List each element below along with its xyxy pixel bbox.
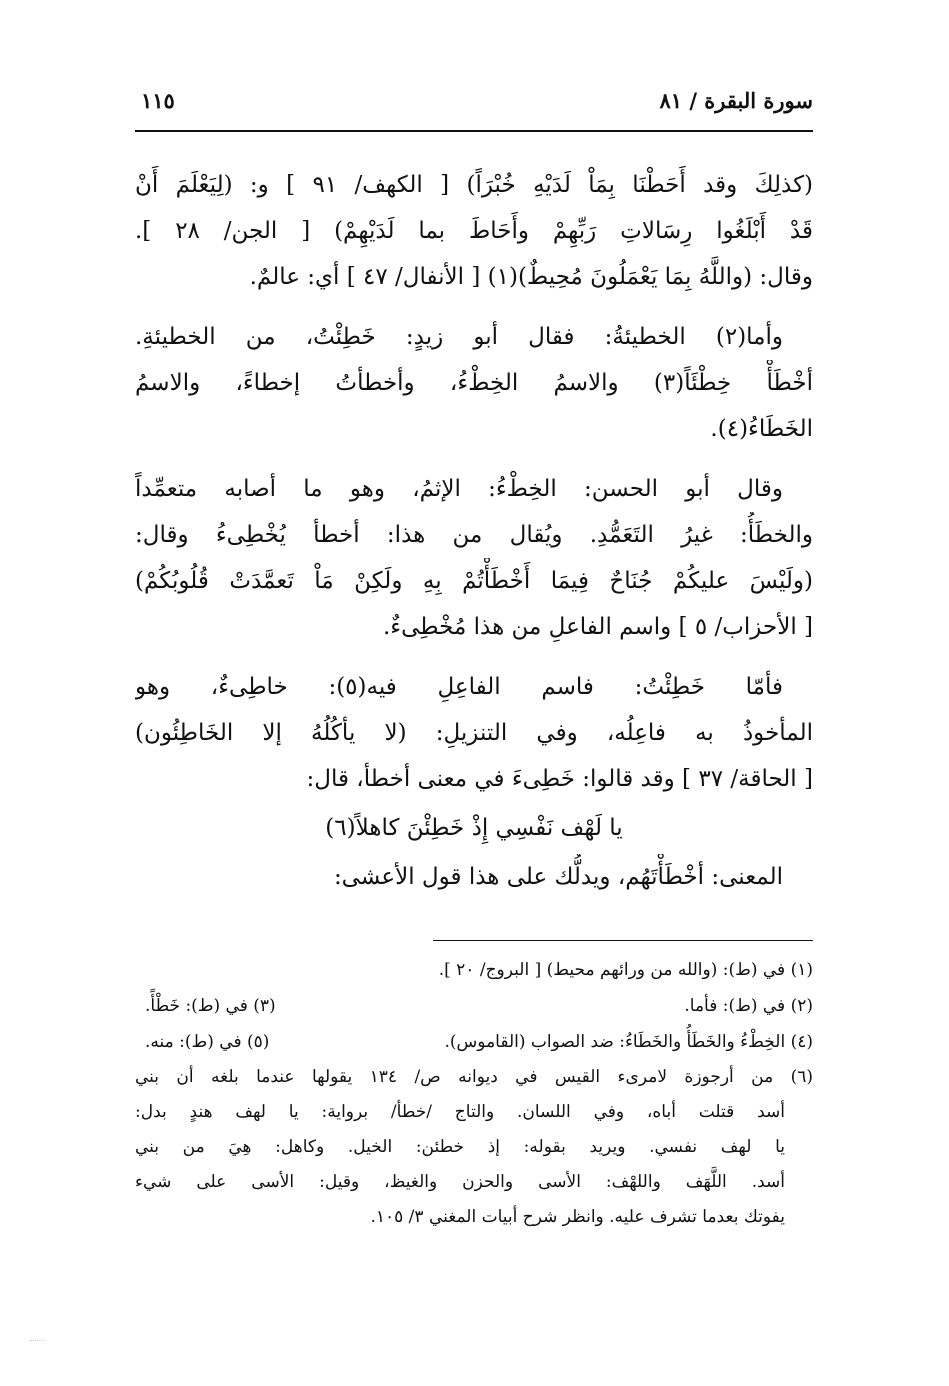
footnotes: [135, 952, 813, 1235]
text-line: (كذلِكَ وقد أَحَطْنَا بِمَاْ لَدَيْهِ خُبْرَاً) [ الكهف/ ٩١ ] و: (لِيَعْلَمَ أَنْ: [135, 172, 813, 198]
footnote-5: (٥) في (ط): منه.: [145, 1032, 270, 1052]
footnote-3: (٣) في (ط): خَطْأً.: [145, 996, 276, 1016]
paragraph-3: [135, 466, 813, 650]
text-line: قَدْ أَبْلَغُوا رِسَالاتِ رَبِّهِمْ وأَحَاطَ بما لَدَيْهِمْ) [ الجن/ ٢٨ ].: [135, 218, 813, 244]
page-header: [135, 88, 813, 128]
footnote-line: يفوتك بعدما تشرف عليه. وانظر شرح أبيات المغني ٣/ ١٠٥.: [370, 1207, 785, 1227]
text-line: والخطَأُ: غيرُ التَعَمُّدِ. ويُقال من هذا: أخطأ يُخْطِىءُ وقال:: [135, 522, 813, 548]
footnote-row-2-3: [135, 988, 813, 1024]
text-line: الخَطَاءُ(٤).: [710, 416, 813, 442]
text-line: المأخوذُ به فاعِلُه، وفي التنزيلِ: (لا يأكُلُهُ إلا الخَاطِئُون): [135, 720, 813, 746]
footnote-row-4-5: [135, 1024, 813, 1060]
paragraph-2: [135, 314, 813, 452]
footnote-rule: [433, 940, 813, 941]
paragraph-1: [135, 162, 813, 300]
footnote-line: يا لهف نفسي. ويريد بقوله: إذ خطئن: الخيل. وكاهل: هِيَ من بني: [135, 1137, 785, 1157]
footnote-line: أسد. اللَّهَف واللهْف: الأسى والحزن والغيظ، وقيل: الأسى على شيء: [135, 1172, 785, 1192]
paragraph-4: [135, 664, 813, 900]
footnote-line: أسد قتلت أباه، وفي اللسان. والتاج /خطأ/ برواية: يا لهف هندٍ بدل:: [135, 1102, 785, 1122]
text-line: (ولَيْسَ عليكُمْ جُنَاحٌ فِيمَا أَخْطَأْتُمْ بِهِ ولَكِنْ مَاْ تَعمَّدَتْ قُلُوبُكُمْ): [135, 568, 813, 594]
scan-mark: [30, 1330, 44, 1341]
poem-verse: يا لَهْف نَفْسِي إِذْ خَطِئْنَ كاهلاً(٦): [325, 815, 623, 841]
text-line: وقال أبو الحسن: الخِطْءُ: الإثمُ، وهو ما أصابه متعمِّداً: [135, 476, 783, 502]
text-line: وأما(٢) الخطيئةُ: فقال أبو زيدٍ: خَطِئْتُ، من الخطيئةِ.: [135, 324, 783, 350]
page-number: ١١٥: [141, 88, 175, 113]
footnote-line: (٦) من أرجوزة لامرىء القيس في ديوانه ص/ ١٣٤ يقولها عندما بلغه أن بني: [135, 1067, 813, 1087]
running-title: سورة البقرة / ٨١: [659, 88, 813, 113]
header-rule: [135, 130, 813, 132]
main-text: [135, 162, 813, 914]
footnote-1: (١) في (ط): (والله من ورائهم محيط) [ البروج/ ٢٠ ].: [438, 960, 813, 980]
footnote-6: [135, 1060, 813, 1235]
text-line: المعنى: أخْطَأْتَهُم، ويدلُّك على هذا قول الأعشى:: [333, 864, 783, 890]
text-line: وقال: (واللَّهُ بِمَا يَعْمَلُونَ مُحِيطٌ)(١) [ الأنفال/ ٤٧ ] أي: عالمٌ.: [249, 264, 813, 290]
text-line: [ الحاقة/ ٣٧ ] وقد قالوا: خَطِىءَ في معنى أخطأ، قال:: [306, 766, 813, 792]
text-line: أخْطَأْ خِطْئَاً(٣) والاسمُ الخِطْءُ، وأخطأتُ إخطاءً، والاسمُ: [135, 370, 813, 396]
footnote-4: (٤) الخِطْءُ والخَطَأُ والخَطَاءُ: ضد الصواب (القاموس).: [444, 1032, 813, 1052]
text-line: [ الأحزاب/ ٥ ] واسم الفاعلِ من هذا مُخْطِىءٌ.: [382, 614, 813, 640]
text-line: فأمّا خَطِئْتُ: فاسم الفاعِلِ فيه(٥): خاطِىءٌ، وهو: [135, 674, 783, 700]
footnote-2: (٢) في (ط): فأما.: [684, 996, 813, 1016]
